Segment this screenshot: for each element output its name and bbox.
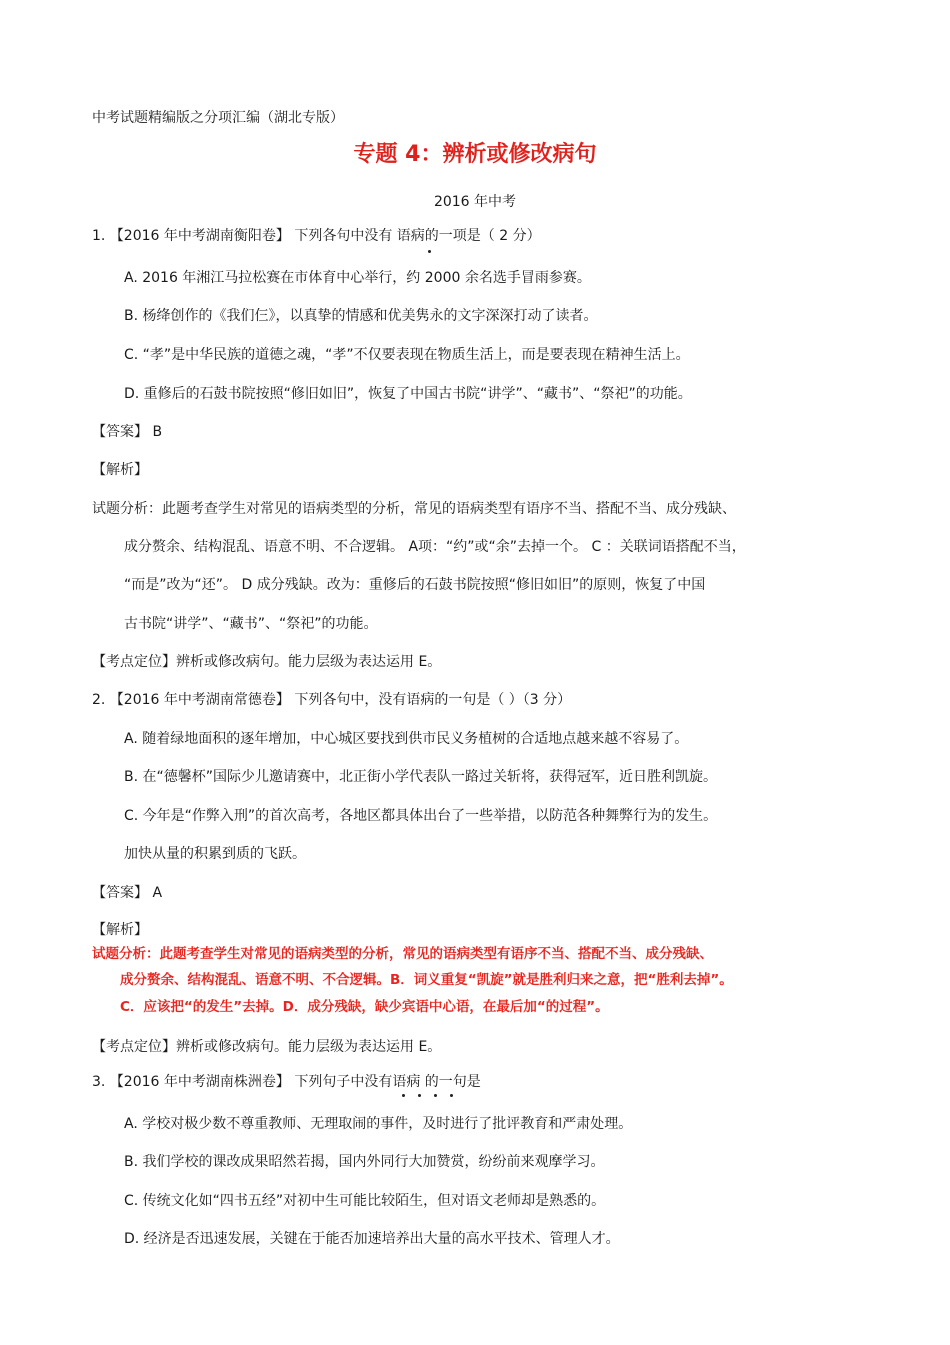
q3-option-d: D. 经济是否迅速发展，关键在于能否加速培养出大量的高水平技术、管理人才。 [124, 1231, 620, 1247]
emphasis-dot [450, 1094, 453, 1097]
q2-answer: 【答案】 A [92, 885, 163, 901]
q2-option-d: 加快从量的积累到质的飞跃。 [124, 846, 306, 862]
q1-analysis-label: 【解析】 [92, 462, 148, 478]
q2-analysis-line-2: 成分赘余、结构混乱、语意不明、不合逻辑。B．词义重复“凯旋”就是胜利归来之意，把“胜利去掉”。 [120, 972, 733, 988]
q2-analysis-line-1: 试题分析：此题考查学生对常见的语病类型的分析，常见的语病类型有语序不当、搭配不当、成分残缺、 [92, 946, 713, 962]
q2-option-b: B. 在“德馨杯”国际少儿邀请赛中，北正街小学代表队一路过关斩将，获得冠军，近日胜利凯旋。 [124, 769, 718, 785]
q3-option-b: B. 我们学校的课改成果昭然若揭，国内外同行大加赞赏，纷纷前来观摩学习。 [124, 1154, 605, 1170]
q1-option-a: A. 2016 年湘江马拉松赛在市体育中心举行，约 2000 余名选手冒雨参赛。 [124, 270, 591, 286]
emphasis-dot [418, 1094, 421, 1097]
q1-option-d: D. 重修后的石鼓书院按照“修旧如旧”，恢复了中国古书院“讲学”、“藏书”、“祭祀”的功能。 [124, 386, 692, 402]
topic-title: 专题 4：辨析或修改病句 [353, 142, 597, 167]
q1-kaodian: 【考点定位】辨析或修改病句。能力层级为表达运用 E。 [92, 654, 442, 670]
q3-option-a: A. 学校对极少数不尊重教师、无理取闹的事件，及时进行了批评教育和严肃处理。 [124, 1116, 633, 1132]
emphasis-dot [428, 250, 431, 253]
q1-analysis-line-3: “而是”改为“还”。 D 成分残缺。改为：重修后的石鼓书院按照“修旧如旧”的原则，恢复了中国 [124, 577, 706, 593]
q1-analysis-line-1: 试题分析：此题考查学生对常见的语病类型的分析，常见的语病类型有语序不当、搭配不当、成分残缺、 [92, 501, 736, 517]
q2-analysis-label: 【解析】 [92, 922, 148, 938]
q2-kaodian: 【考点定位】辨析或修改病句。能力层级为表达运用 E。 [92, 1039, 442, 1055]
q1-option-c: C. “孝”是中华民族的道德之魂，“孝”不仅要表现在物质生活上，而是要表现在精神生活上。 [124, 347, 690, 363]
q1-analysis-line-4: 古书院“讲学”、“藏书”、“祭祀”的功能。 [124, 616, 378, 632]
q2-option-c: C. 今年是“作弊入刑”的首次高考，各地区都具体出台了一些举措，以防范各种舞弊行为的发生。 [124, 808, 718, 824]
q3-option-c: C. 传统文化如“四书五经”对初中生可能比较陌生，但对语文老师却是熟悉的。 [124, 1193, 606, 1209]
series-title: 中考试题精编版之分项汇编（湖北专版） [92, 110, 344, 126]
q1-stem: 1. 【2016 年中考湖南衡阳卷】 下列各句中没有 语病的一项是（ 2 分） [92, 228, 541, 244]
q2-stem: 2. 【2016 年中考湖南常德卷】 下列各句中，没有语病的一句是（ ）（3 分） [92, 692, 572, 708]
emphasis-dot [434, 1094, 437, 1097]
emphasis-dot [402, 1094, 405, 1097]
year-heading: 2016 年中考 [433, 194, 517, 210]
q1-analysis-line-2: 成分赘余、结构混乱、语意不明、不合逻辑。 A项：“约”或“余”去掉一个。 C ：关联词语搭配不当， [124, 539, 746, 555]
q1-answer: 【答案】 B [92, 424, 163, 440]
q1-option-b: B. 杨绛创作的《我们仨》，以真挚的情感和优美隽永的文字深深打动了读者。 [124, 308, 598, 324]
q2-option-a: A. 随着绿地面积的逐年增加，中心城区要找到供市民义务植树的合适地点越来越不容易了。 [124, 731, 689, 747]
q3-stem: 3. 【2016 年中考湖南株洲卷】 下列句子中没有语病 的一句是 [92, 1074, 481, 1090]
q2-analysis-line-3: C．应该把“的发生”去掉。D．成分残缺，缺少宾语中心语，在最后加“的过程”。 [120, 999, 609, 1015]
